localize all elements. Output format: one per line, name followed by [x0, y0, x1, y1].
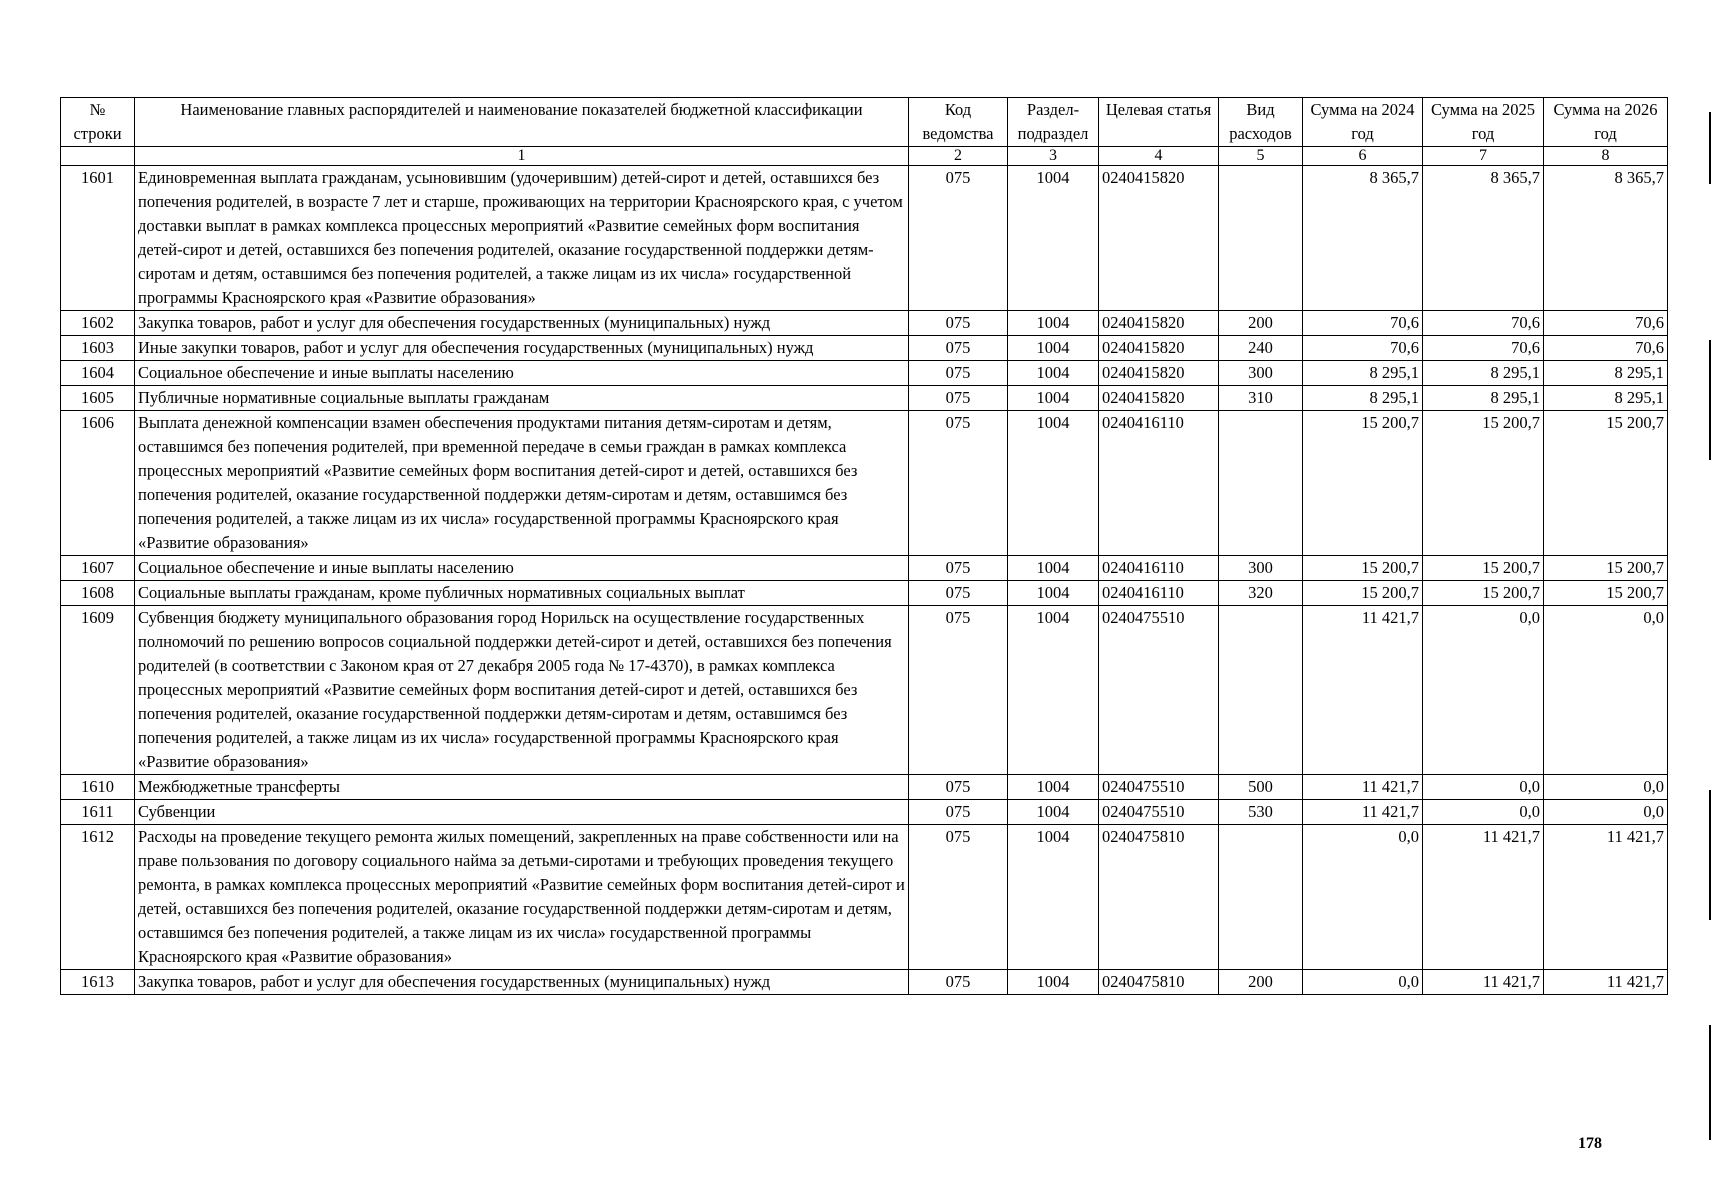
cell-code: 075 [909, 166, 1008, 311]
cell-sum-2025: 0,0 [1423, 775, 1544, 800]
cell-row-no: 1610 [61, 775, 135, 800]
cell-sum-2024: 0,0 [1303, 825, 1423, 970]
cell-name: Субвенции [135, 800, 909, 825]
cell-section: 1004 [1008, 606, 1099, 775]
cell-code: 075 [909, 556, 1008, 581]
cell-code: 075 [909, 970, 1008, 995]
cell-sum-2025: 8 365,7 [1423, 166, 1544, 311]
cell-name: Иные закупки товаров, работ и услуг для обеспечения государственных (муниципальных) нужд [135, 336, 909, 361]
cell-section: 1004 [1008, 556, 1099, 581]
cell-row-no: 1606 [61, 411, 135, 556]
cell-sum-2026: 8 295,1 [1544, 386, 1668, 411]
cell-row-no: 1605 [61, 386, 135, 411]
cell-article: 0240475810 [1099, 970, 1219, 995]
table-row [61, 386, 1668, 411]
scan-edge-mark [1709, 1025, 1711, 1140]
column-numbers-row [61, 147, 1668, 166]
cell-article: 0240415820 [1099, 361, 1219, 386]
cell-sum-2025: 11 421,7 [1423, 825, 1544, 970]
cell-code: 075 [909, 336, 1008, 361]
cell-row-no: 1601 [61, 166, 135, 311]
cell-name: Единовременная выплата гражданам, усыновившим (удочерившим) детей-сирот и детей, оставшихся без попечения родителей, в возрасте 7 лет и старше, проживающих на территории Красноярского края, с учетом доставки выплат в рамках комплекса процессных мероприятий «Развитие семейных форм воспитания детей-сирот и детей, оставшихся без попечения родителей, оказание государственной поддержки детям-сиротам и детям, оставшимся без попечения родителей, а также лицам из их числа» государственной программы Красноярского края «Развитие образования» [135, 166, 909, 311]
cell-section: 1004 [1008, 166, 1099, 311]
header-2024: Сумма на 2024 год [1303, 98, 1423, 147]
cell-section: 1004 [1008, 361, 1099, 386]
cell-sum-2024: 11 421,7 [1303, 775, 1423, 800]
table-row [61, 825, 1668, 970]
header-2026: Сумма на 2026 год [1544, 98, 1668, 147]
cell-article: 0240475510 [1099, 800, 1219, 825]
scan-edge-mark [1709, 112, 1711, 184]
header-code: Код ведомства [909, 98, 1008, 147]
cell-sum-2026: 8 365,7 [1544, 166, 1668, 311]
cell-type: 530 [1219, 800, 1303, 825]
cell-sum-2025: 11 421,7 [1423, 970, 1544, 995]
cell-code: 075 [909, 581, 1008, 606]
column-number: 5 [1219, 147, 1303, 166]
table-row [61, 556, 1668, 581]
cell-sum-2026: 11 421,7 [1544, 970, 1668, 995]
cell-section: 1004 [1008, 336, 1099, 361]
cell-sum-2024: 15 200,7 [1303, 411, 1423, 556]
cell-row-no: 1603 [61, 336, 135, 361]
page-number: 178 [1578, 1135, 1602, 1152]
column-number: 4 [1099, 147, 1219, 166]
cell-sum-2025: 15 200,7 [1423, 556, 1544, 581]
table-row [61, 581, 1668, 606]
cell-type: 320 [1219, 581, 1303, 606]
scan-edge-mark [1709, 790, 1711, 920]
cell-sum-2024: 15 200,7 [1303, 581, 1423, 606]
cell-code: 075 [909, 606, 1008, 775]
cell-section: 1004 [1008, 970, 1099, 995]
cell-row-no: 1611 [61, 800, 135, 825]
cell-type: 500 [1219, 775, 1303, 800]
cell-sum-2024: 15 200,7 [1303, 556, 1423, 581]
cell-row-no: 1608 [61, 581, 135, 606]
cell-sum-2025: 70,6 [1423, 311, 1544, 336]
cell-section: 1004 [1008, 411, 1099, 556]
cell-sum-2025: 15 200,7 [1423, 411, 1544, 556]
cell-sum-2025: 15 200,7 [1423, 581, 1544, 606]
table-body [61, 166, 1668, 995]
cell-section: 1004 [1008, 775, 1099, 800]
cell-row-no: 1604 [61, 361, 135, 386]
column-number: 3 [1008, 147, 1099, 166]
cell-sum-2024: 70,6 [1303, 336, 1423, 361]
table-row [61, 606, 1668, 775]
table-row [61, 361, 1668, 386]
cell-name: Социальные выплаты гражданам, кроме публичных нормативных социальных выплат [135, 581, 909, 606]
scan-edge-mark [1709, 340, 1711, 460]
column-number: 6 [1303, 147, 1423, 166]
cell-sum-2026: 15 200,7 [1544, 556, 1668, 581]
cell-code: 075 [909, 800, 1008, 825]
cell-name: Межбюджетные трансферты [135, 775, 909, 800]
cell-type [1219, 606, 1303, 775]
cell-sum-2024: 11 421,7 [1303, 800, 1423, 825]
cell-code: 075 [909, 386, 1008, 411]
table-row [61, 800, 1668, 825]
cell-code: 075 [909, 311, 1008, 336]
budget-table [60, 97, 1668, 995]
cell-sum-2024: 8 295,1 [1303, 361, 1423, 386]
cell-sum-2024: 8 365,7 [1303, 166, 1423, 311]
cell-type [1219, 166, 1303, 311]
cell-name: Социальное обеспечение и иные выплаты населению [135, 556, 909, 581]
cell-sum-2026: 0,0 [1544, 800, 1668, 825]
header-row-no: № строки [61, 98, 135, 147]
cell-name: Выплата денежной компенсации взамен обеспечения продуктами питания детям-сиротам и детям, оставшимся без попечения родителей, при временной передаче в семьи граждан в рамках комплекса процессных мероприятий «Развитие семейных форм воспитания детей-сирот и детей, оставшихся без попечения родителей, оказание государственной поддержки детям-сиротам и детям, оставшимся без попечения родителей, а также лицам из их числа» государственной программы Красноярского края «Развитие образования» [135, 411, 909, 556]
cell-sum-2026: 15 200,7 [1544, 411, 1668, 556]
table-row [61, 411, 1668, 556]
cell-type: 310 [1219, 386, 1303, 411]
header-name: Наименование главных распорядителей и наименование показателей бюджетной классификации [135, 98, 909, 147]
cell-article: 0240415820 [1099, 386, 1219, 411]
cell-sum-2026: 0,0 [1544, 606, 1668, 775]
table-row [61, 775, 1668, 800]
header-article: Целевая статья [1099, 98, 1219, 147]
table-header-row [61, 98, 1668, 147]
cell-article: 0240475810 [1099, 825, 1219, 970]
cell-code: 075 [909, 775, 1008, 800]
cell-code: 075 [909, 361, 1008, 386]
cell-sum-2024: 70,6 [1303, 311, 1423, 336]
cell-type [1219, 411, 1303, 556]
cell-sum-2025: 0,0 [1423, 800, 1544, 825]
cell-row-no: 1609 [61, 606, 135, 775]
cell-type: 240 [1219, 336, 1303, 361]
cell-sum-2026: 11 421,7 [1544, 825, 1668, 970]
cell-sum-2025: 70,6 [1423, 336, 1544, 361]
cell-name: Закупка товаров, работ и услуг для обеспечения государственных (муниципальных) нужд [135, 311, 909, 336]
cell-section: 1004 [1008, 311, 1099, 336]
cell-name: Публичные нормативные социальные выплаты гражданам [135, 386, 909, 411]
cell-article: 0240416110 [1099, 581, 1219, 606]
cell-article: 0240415820 [1099, 311, 1219, 336]
cell-sum-2026: 8 295,1 [1544, 361, 1668, 386]
cell-row-no: 1612 [61, 825, 135, 970]
cell-type: 200 [1219, 970, 1303, 995]
table-row [61, 311, 1668, 336]
column-number: 8 [1544, 147, 1668, 166]
cell-sum-2024: 0,0 [1303, 970, 1423, 995]
column-number [61, 147, 135, 166]
cell-sum-2024: 8 295,1 [1303, 386, 1423, 411]
cell-name: Расходы на проведение текущего ремонта жилых помещений, закрепленных на праве собственности или на праве пользования по договору социального найма за детьми-сиротами и требующих проведения текущего ремонта, в рамках комплекса процессных мероприятий «Развитие семейных форм воспитания детей-сирот и детей, оставшихся без попечения родителей, оказание государственной поддержки детям-сиротам и детям, оставшимся без попечения родителей, а также лицам из их числа» государственной программы Красноярского края «Развитие образования» [135, 825, 909, 970]
cell-type: 300 [1219, 556, 1303, 581]
cell-sum-2026: 0,0 [1544, 775, 1668, 800]
cell-section: 1004 [1008, 386, 1099, 411]
cell-name: Субвенция бюджету муниципального образования город Норильск на осуществление государственных полномочий по решению вопросов социальной поддержки детей-сирот и детей, оставшихся без попечения родителей (в соответствии с Законом края от 27 декабря 2005 года № 17-4370), в рамках комплекса процессных мероприятий «Развитие семейных форм воспитания детей-сирот и детей, оставшихся без попечения родителей, оказание государственной поддержки детям-сиротам и детям, оставшимся без попечения родителей, а также лицам из их числа» государственной программы Красноярского края «Развитие образования» [135, 606, 909, 775]
cell-section: 1004 [1008, 825, 1099, 970]
table-row [61, 970, 1668, 995]
cell-article: 0240475510 [1099, 775, 1219, 800]
cell-type [1219, 825, 1303, 970]
cell-section: 1004 [1008, 581, 1099, 606]
cell-sum-2025: 8 295,1 [1423, 361, 1544, 386]
header-2025: Сумма на 2025 год [1423, 98, 1544, 147]
column-number: 1 [135, 147, 909, 166]
header-section: Раздел-подраздел [1008, 98, 1099, 147]
table-row [61, 336, 1668, 361]
cell-sum-2025: 8 295,1 [1423, 386, 1544, 411]
column-number: 2 [909, 147, 1008, 166]
table-row [61, 166, 1668, 311]
cell-sum-2026: 70,6 [1544, 336, 1668, 361]
cell-name: Закупка товаров, работ и услуг для обеспечения государственных (муниципальных) нужд [135, 970, 909, 995]
column-number: 7 [1423, 147, 1544, 166]
cell-sum-2026: 70,6 [1544, 311, 1668, 336]
cell-row-no: 1613 [61, 970, 135, 995]
cell-type: 300 [1219, 361, 1303, 386]
cell-type: 200 [1219, 311, 1303, 336]
cell-article: 0240475510 [1099, 606, 1219, 775]
cell-article: 0240415820 [1099, 336, 1219, 361]
cell-name: Социальное обеспечение и иные выплаты населению [135, 361, 909, 386]
cell-sum-2024: 11 421,7 [1303, 606, 1423, 775]
cell-code: 075 [909, 825, 1008, 970]
cell-article: 0240415820 [1099, 166, 1219, 311]
cell-section: 1004 [1008, 800, 1099, 825]
cell-code: 075 [909, 411, 1008, 556]
header-type: Вид расходов [1219, 98, 1303, 147]
cell-row-no: 1602 [61, 311, 135, 336]
cell-row-no: 1607 [61, 556, 135, 581]
cell-sum-2025: 0,0 [1423, 606, 1544, 775]
cell-sum-2026: 15 200,7 [1544, 581, 1668, 606]
cell-article: 0240416110 [1099, 556, 1219, 581]
cell-article: 0240416110 [1099, 411, 1219, 556]
